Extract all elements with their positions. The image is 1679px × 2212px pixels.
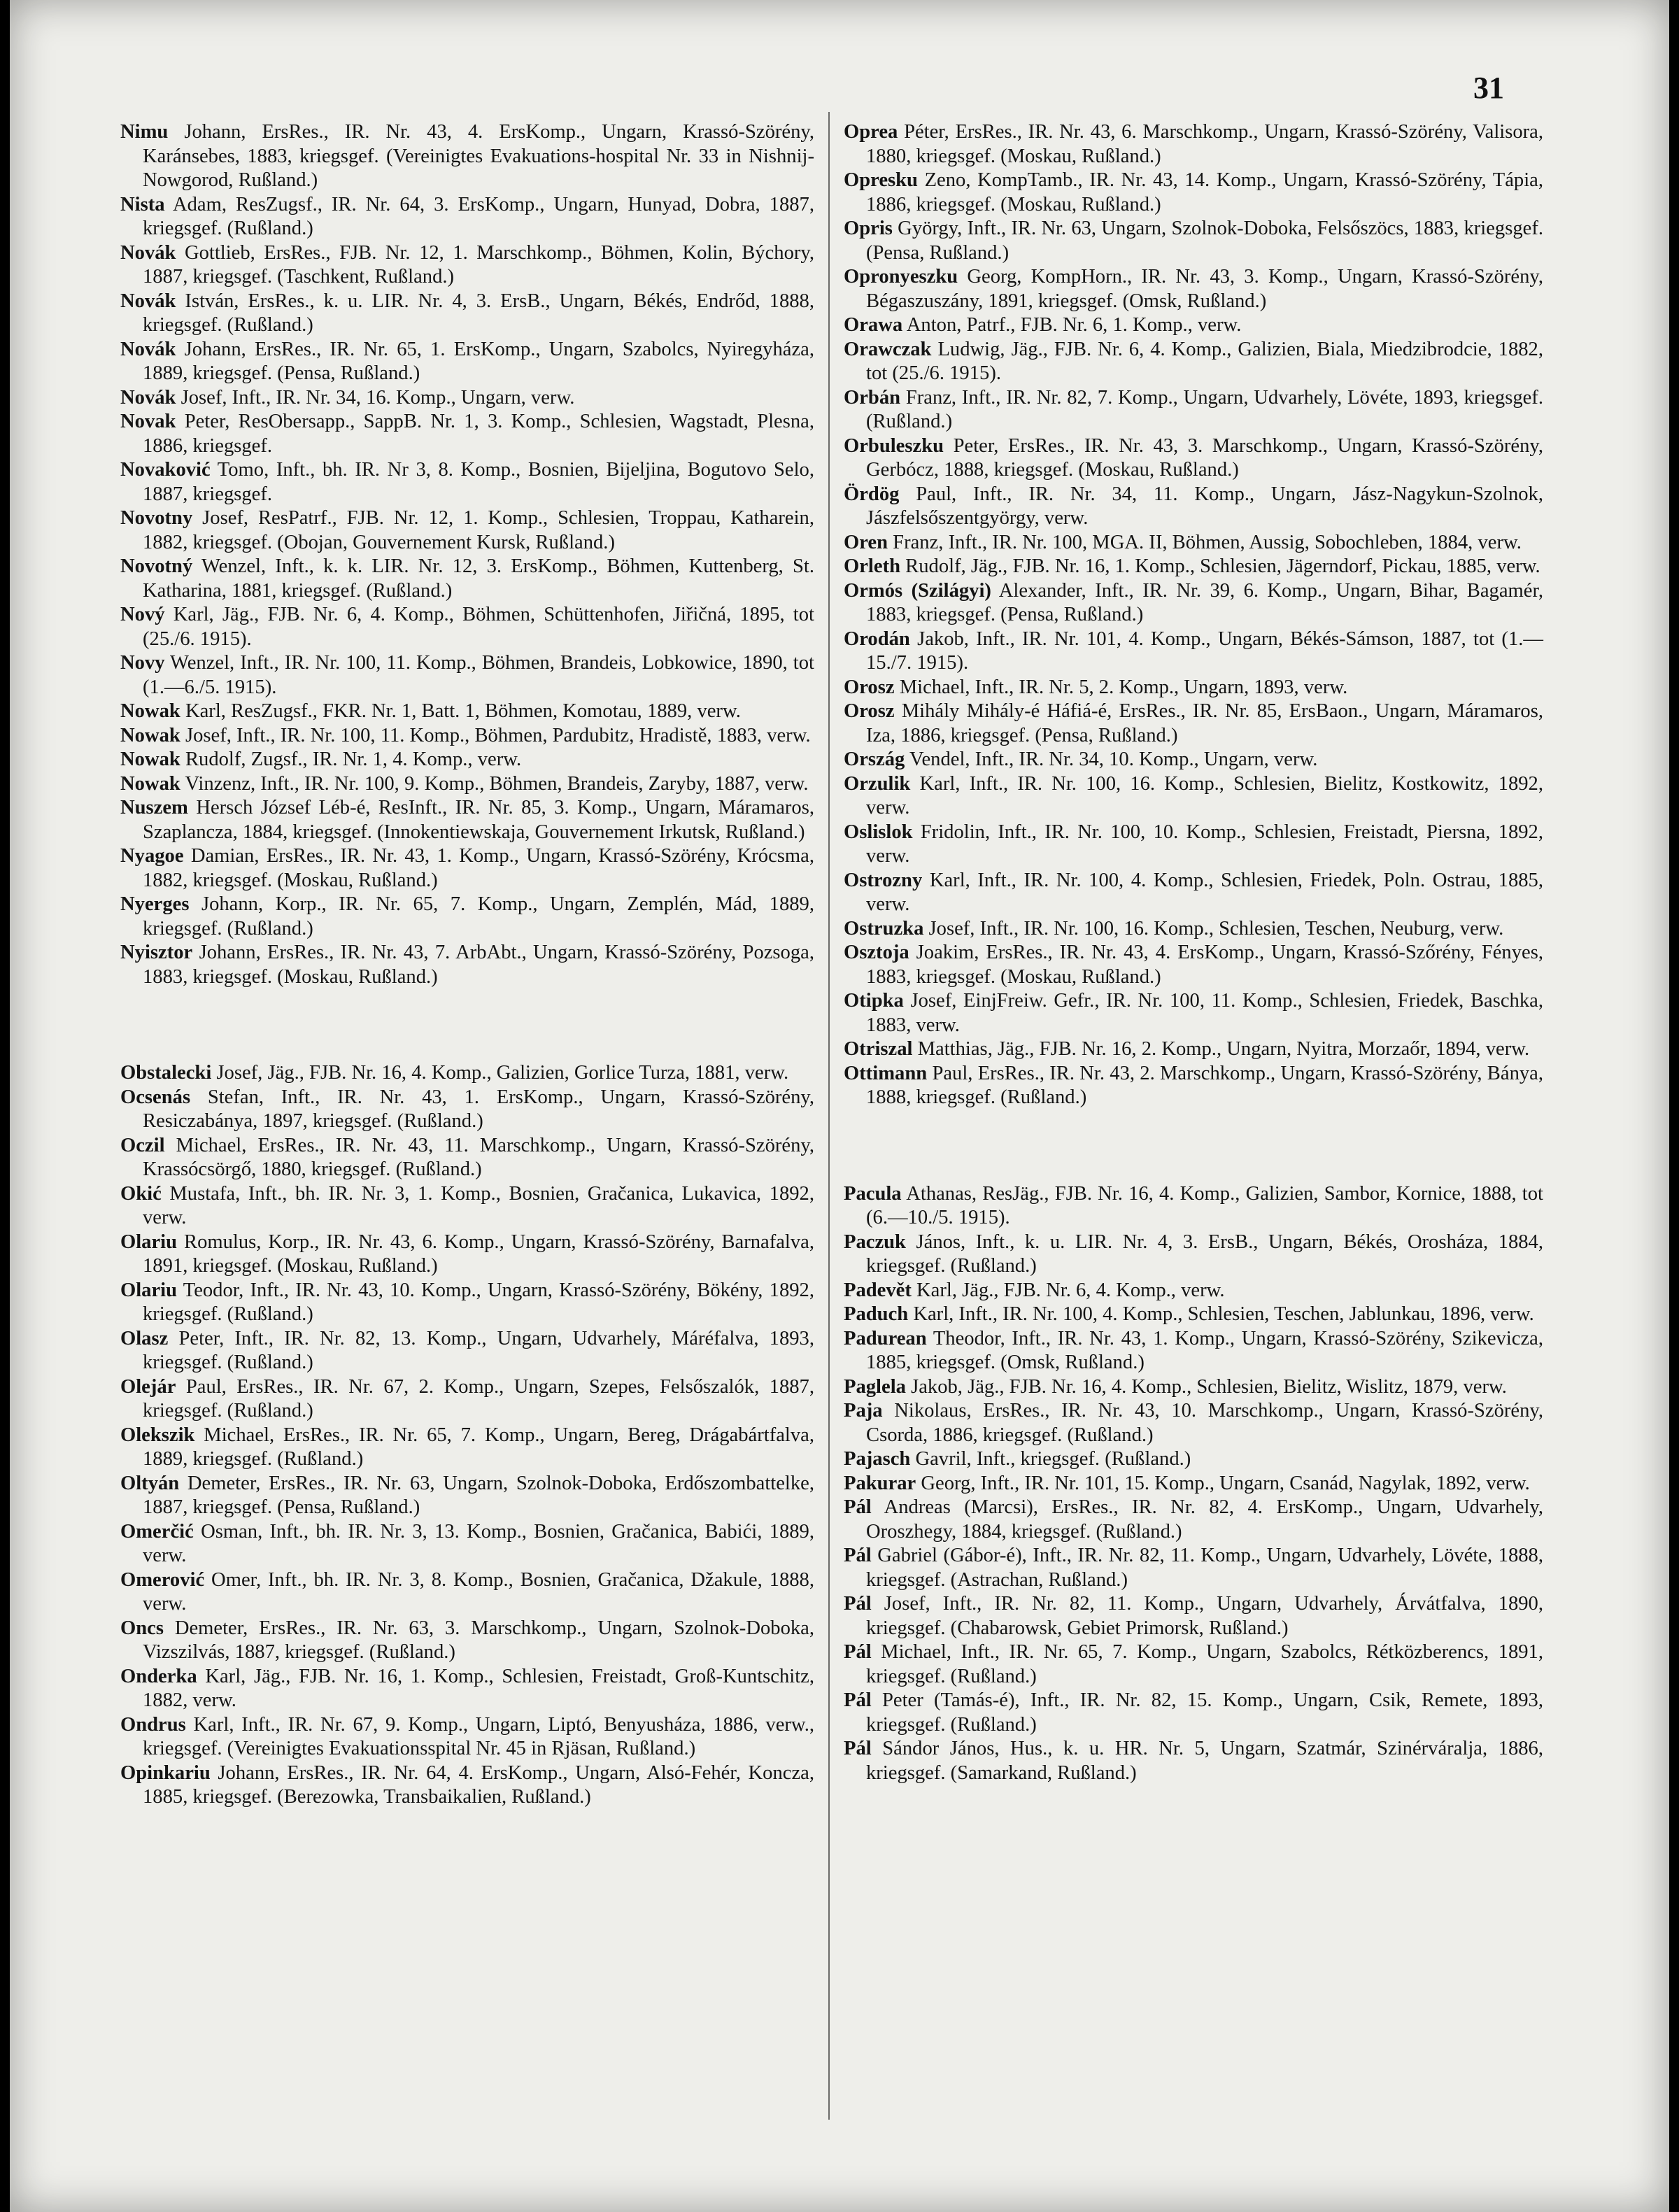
register-entry (844, 1447, 1543, 1472)
entry-surname: Nuszem (120, 797, 188, 818)
entry-surname: Novotný (120, 555, 193, 577)
entry-details: Michael, Inft., IR. Nr. 5, 2. Komp., Ungarn, 1893, verw. (899, 676, 1348, 698)
entry-surname: Ottimann (844, 1062, 928, 1084)
entry-surname: Pacula (844, 1182, 902, 1205)
entry-surname: Orleth (844, 555, 900, 577)
entry-details: Johann, ErsRes., IR. Nr. 43, 7. ArbAbt., Ungarn, Krassó-Szörény, Pozsoga, 1883, kriegsgef. (Moskau, Rußland.) (143, 942, 814, 988)
register-entry (844, 120, 1543, 169)
register-entry (844, 772, 1543, 821)
entry-details: Johann, ErsRes., IR. Nr. 43, 4. ErsKomp., Ungarn, Krassó-Szörény, Karánsebes, 1883, kriegsgef. (Vereinigtes Evakuations-hospital Nr. 33 in Nishnij-Nowgorod, Rußland.) (143, 121, 814, 191)
register-entry (844, 1399, 1543, 1447)
entry-surname: Nový (120, 604, 165, 625)
register-entry (120, 1061, 814, 1086)
entry-details: Peter (Tamás-é), Inft., IR. Nr. 82, 15. Komp., Ungarn, Csik, Remete, 1893, kriegsgef. (Rußland.) (866, 1689, 1543, 1736)
register-entry (120, 651, 814, 700)
register-entry (120, 603, 814, 651)
entry-details: György, Inft., IR. Nr. 63, Ungarn, Szolnok-Doboka, Felsőszöcs, 1883, kriegsgef. (Pensa, Rußland.) (866, 218, 1543, 264)
register-entry (844, 1303, 1543, 1327)
entry-details: Hersch József Léb-é, ResInft., IR. Nr. 85, 3. Komp., Ungarn, Máramaros, Szaplancza, 1884, kriegsgef. (Innokentiewskaja, Gouvernement Irkutsk, Rußland.) (143, 797, 815, 843)
entry-details: János, Inft., k. u. LIR. Nr. 4, 3. ErsB., Ungarn, Békés, Orosháza, 1884, kriegsgef. (Rußland.) (866, 1231, 1543, 1277)
entry-details: Rudolf, Jäg., FJB. Nr. 16, 1. Komp., Schlesien, Jägerndorf, Pickau, 1885, verw. (905, 555, 1540, 577)
entry-surname: Paczuk (844, 1231, 906, 1253)
register-entry (844, 628, 1543, 676)
register-entry (844, 313, 1543, 338)
entry-details: Karl, ResZugsf., FKR. Nr. 1, Batt. 1, Böhmen, Komotau, 1889, verw. (185, 700, 741, 722)
entry-surname: Olariu (120, 1231, 178, 1253)
entry-details: Damian, ErsRes., IR. Nr. 43, 1. Komp., Ungarn, Krassó-Szörény, Krócsma, 1882, kriegsgef. (Moskau, Rußland.) (143, 845, 815, 891)
entry-details: Michael, Inft., IR. Nr. 65, 7. Komp., Ungarn, Szabolcs, Rétközberencs, 1891, kriegsgef. (Rußland.) (866, 1641, 1543, 1687)
entry-details: Wenzel, Inft., IR. Nr. 100, 11. Komp., Böhmen, Brandeis, Lobkowice, 1890, tot (1.—6./5. 1915). (143, 652, 814, 698)
entry-surname: Nyagoe (120, 845, 184, 867)
register-entry (120, 1761, 814, 1810)
entry-details: Karl, Inft., IR. Nr. 100, 16. Komp., Schlesien, Bielitz, Kostkowitz, 1892, verw. (866, 772, 1543, 818)
entry-surname: Orbán (844, 386, 901, 409)
entry-details: Omer, Inft., bh. IR. Nr. 3, 8. Komp., Bosnien, Gračanica, Džakule, 1888, verw. (143, 1568, 814, 1615)
entry-details: Romulus, Korp., IR. Nr. 43, 6. Komp., Ungarn, Krassó-Szörény, Barnafalva, 1891, kriegsgef. (Moskau, Rußland.) (143, 1231, 814, 1277)
register-entry (844, 748, 1543, 772)
entry-surname: Obstalecki (120, 1062, 212, 1084)
entry-details: Johann, ErsRes., IR. Nr. 64, 4. ErsKomp., Ungarn, Alsó-Fehér, Koncza, 1885, kriegsgef. (Berezowka, Transbaikalien, Rußland.) (143, 1761, 814, 1808)
entry-details: Karl, Inft., IR. Nr. 100, 4. Komp., Schlesien, Friedek, Poln. Ostrau, 1885, verw. (866, 869, 1543, 915)
register-entry (844, 1640, 1543, 1689)
entry-details: István, ErsRes., k. u. LIR. Nr. 4, 3. ErsB., Ungarn, Békés, Endrőd, 1888, kriegsgef. (Rußland.) (143, 290, 815, 336)
entry-surname: Paduch (844, 1303, 909, 1325)
entry-surname: Orosz (844, 700, 895, 722)
entry-surname: Novák (120, 241, 176, 264)
entry-surname: Oprea (844, 121, 898, 143)
register-entry (844, 700, 1543, 748)
entry-details: Theodor, Inft., IR. Nr. 43, 1. Komp., Ungarn, Krassó-Szörény, Szikevicza, 1885, kriegsgef. (Omsk, Rußland.) (866, 1327, 1543, 1373)
entry-details: Michael, ErsRes., IR. Nr. 65, 7. Komp., Ungarn, Bereg, Drágabártfalva, 1889, kriegsgef. (Rußland.) (143, 1424, 814, 1470)
entry-surname: Oslislok (844, 821, 913, 843)
entry-surname: Paja (844, 1400, 883, 1422)
entry-surname: Novák (120, 290, 176, 312)
entry-surname: Pál (844, 1738, 872, 1759)
entry-surname: Otipka (844, 990, 904, 1012)
entry-details: Andreas (Marcsi), ErsRes., IR. Nr. 82, 4. ErsKomp., Ungarn, Udvarhely, Oroszhegy, 1884, kriegsgef. (Rußland.) (866, 1496, 1543, 1543)
entry-details: Josef, ResPatrf., FJB. Nr. 12, 1. Komp., Schlesien, Troppau, Katharein, 1882, kriegsgef. (Obojan, Gouvernement Kursk, Rußland.) (143, 507, 814, 553)
entry-details: Vendel, Inft., IR. Nr. 34, 10. Komp., Ungarn, verw. (909, 749, 1318, 770)
register-entry (844, 386, 1543, 434)
entry-surname: Omerčić (120, 1520, 194, 1543)
register-entry (844, 1375, 1543, 1400)
entry-details: Karl, Inft., IR. Nr. 67, 9. Komp., Ungarn, Liptó, Benyusháza, 1886, verw., kriegsgef. (Vereinigtes Evakuationsspital Nr. 45 in Rjäsan, Rußland.) (143, 1713, 814, 1759)
entry-details: Johann, Korp., IR. Nr. 65, 7. Komp., Ungarn, Zemplén, Mád, 1889, kriegsgef. (Rußland.) (143, 893, 814, 940)
register-entry (120, 748, 814, 772)
entry-surname: Pakurar (844, 1472, 916, 1494)
entry-details: Jakob, Inft., IR. Nr. 101, 4. Komp., Ungarn, Békés-Sámson, 1887, tot (1.—15./7. 1915). (866, 628, 1543, 674)
entry-details: Karl, Jäg., FJB. Nr. 6, 4. Komp., Böhmen, Schüttenhofen, Jiřičná, 1895, tot (25./6. 1915). (143, 604, 814, 650)
entry-surname: Padevět (844, 1279, 912, 1301)
entry-details: Paul, ErsRes., IR. Nr. 67, 2. Komp., Ungarn, Szepes, Felsőszalók, 1887, kriegsgef. (Rußland.) (143, 1375, 814, 1422)
entry-details: Anton, Patrf., FJB. Nr. 6, 1. Komp., verw. (906, 314, 1242, 336)
entry-surname: Ormós (Szilágyi) (844, 579, 991, 602)
entry-surname: Pál (844, 1641, 872, 1663)
entry-details: Gavril, Inft., kriegsgef. (Rußland.) (915, 1448, 1191, 1470)
entry-surname: Okić (120, 1182, 162, 1205)
entry-details: Paul, Inft., IR. Nr. 34, 11. Komp., Ungarn, Jász-Nagykun-Szolnok, Jászfelsőszentgyörgy, verw. (866, 483, 1543, 529)
entry-surname: Oczil (120, 1134, 165, 1156)
register-entry (120, 1375, 814, 1424)
entry-surname: Novák (120, 386, 176, 409)
entry-surname: Novak (120, 411, 176, 432)
register-entry (120, 700, 814, 724)
register-entry (844, 338, 1543, 386)
entry-details: Athanas, ResJäg., FJB. Nr. 16, 4. Komp., Galizien, Sambor, Kornice, 1888, tot (6.—10./5. 1915). (866, 1182, 1543, 1228)
register-entry (120, 1520, 814, 1568)
register-entry (120, 410, 814, 458)
entry-details: Johann, ErsRes., IR. Nr. 65, 1. ErsKomp., Ungarn, Szabolcs, Nyiregyháza, 1889, kriegsgef. (Pensa, Rußland.) (143, 338, 814, 384)
section-gap (120, 989, 814, 1061)
entry-surname: Olekszik (120, 1424, 195, 1446)
entry-surname: Orawczak (844, 338, 932, 360)
entry-surname: Paglela (844, 1375, 906, 1398)
register-entry (120, 893, 814, 941)
register-entry (120, 1472, 814, 1520)
entry-details: Nikolaus, ErsRes., IR. Nr. 43, 10. Marschkomp., Ungarn, Krassó-Szörény, Csorda, 1886, kriegsgef. (Rußland.) (866, 1400, 1543, 1446)
register-entry (120, 941, 814, 989)
entry-details: Josef, Inft., IR. Nr. 100, 16. Komp., Schlesien, Teschen, Neuburg, verw. (928, 917, 1504, 940)
register-entry (844, 579, 1543, 628)
register-entry (120, 1086, 814, 1134)
entry-details: Peter, ErsRes., IR. Nr. 43, 3. Marschkomp., Ungarn, Krassó-Szörény, Gerbócz, 1888, kriegsgef. (Moskau, Rußland.) (866, 434, 1543, 481)
register-entry (120, 772, 814, 797)
entry-details: Franz, Inft., IR. Nr. 100, MGA. II, Böhmen, Aussig, Sobochleben, 1884, verw. (893, 531, 1522, 553)
register-entry (844, 1592, 1543, 1640)
entry-surname: Pál (844, 1593, 872, 1615)
entry-details: Karl, Jäg., FJB. Nr. 6, 4. Komp., verw. (916, 1279, 1225, 1301)
entry-details: Ludwig, Jäg., FJB. Nr. 6, 4. Komp., Galizien, Biala, Miedzibrodcie, 1882, tot (25./6. 1915). (866, 338, 1543, 384)
entry-details: Vinzenz, Inft., IR. Nr. 100, 9. Komp., Böhmen, Brandeis, Zaryby, 1887, verw. (185, 772, 809, 795)
entry-surname: Nyerges (120, 893, 190, 915)
entry-surname: Pajasch (844, 1448, 911, 1470)
entry-surname: Ostruzka (844, 917, 924, 940)
register-entry (844, 1037, 1543, 1062)
register-entry (120, 1424, 814, 1472)
register-entry (844, 169, 1543, 217)
entry-details: Mihály Mihály-é Háfiá-é, ErsRes., IR. Nr. 85, ErsBaon., Ungarn, Máramaros, Iza, 1886, kriegsgef. (Pensa, Rußland.) (866, 700, 1543, 746)
register-entry (120, 1327, 814, 1375)
entry-details: Michael, ErsRes., IR. Nr. 43, 11. Marschkomp., Ungarn, Krassó-Szörény, Krassócsörgő, 1880, kriegsgef. (Rußland.) (143, 1134, 814, 1180)
entry-surname: Pál (844, 1496, 872, 1518)
entry-details: Gabriel (Gábor-é), Inft., IR. Nr. 82, 11. Komp., Ungarn, Udvarhely, Lövéte, 1888, kriegsgef. (Astrachan, Rußland.) (866, 1545, 1543, 1591)
register-entry (120, 193, 814, 241)
entry-details: Péter, ErsRes., IR. Nr. 43, 6. Marschkomp., Ungarn, Krassó-Szörény, Valisora, 1880, kriegsgef. (Moskau, Rußland.) (866, 121, 1543, 167)
entry-details: Josef, EinjFreiw. Gefr., IR. Nr. 100, 11. Komp., Schlesien, Friedek, Baschka, 1883, verw. (866, 990, 1543, 1036)
entry-surname: Pál (844, 1689, 872, 1711)
entry-surname: Opinkariu (120, 1761, 211, 1784)
entry-surname: Nowak (120, 772, 180, 795)
register-entry (120, 506, 814, 555)
register-entry (844, 1496, 1543, 1544)
entry-surname: Novaković (120, 459, 211, 481)
entry-surname: Olejár (120, 1375, 176, 1398)
entry-surname: Oncs (120, 1617, 164, 1639)
register-entry (120, 241, 814, 290)
entry-surname: Pál (844, 1545, 872, 1566)
entry-details: Josef, Inft., IR. Nr. 100, 11. Komp., Böhmen, Pardubitz, Hradistě, 1883, verw. (185, 724, 811, 746)
entry-surname: Novák (120, 338, 176, 360)
entry-surname: Nowak (120, 749, 180, 770)
register-entry (120, 338, 814, 386)
entry-details: Peter, Inft., IR. Nr. 82, 13. Komp., Ungarn, Udvarhely, Máréfalva, 1893, kriegsgef. (Rußland.) (143, 1327, 814, 1373)
entry-details: Zeno, KompTamb., IR. Nr. 43, 14. Komp., Ungarn, Krassó-Szörény, Tápia, 1886, kriegsgef. (Moskau, Rußland.) (866, 169, 1543, 215)
section-gap (844, 1110, 1543, 1182)
entry-details: Georg, KompHorn., IR. Nr. 43, 3. Komp., Ungarn, Krassó-Szörény, Bégaszuszány, 1891, kriegsgef. (Omsk, Rußland.) (866, 266, 1543, 312)
entry-surname: Ostrozny (844, 869, 923, 891)
entry-details: Karl, Inft., IR. Nr. 100, 4. Komp., Schlesien, Teschen, Jablunkau, 1896, verw. (913, 1303, 1534, 1325)
entry-details: Stefan, Inft., IR. Nr. 43, 1. ErsKomp., Ungarn, Krassó-Szörény, Resiczabánya, 1897, kriegsgef. (Rußland.) (143, 1086, 814, 1132)
register-entry (844, 531, 1543, 555)
register-entry (844, 555, 1543, 579)
register-entry (120, 1279, 814, 1327)
register-entry (120, 844, 814, 893)
entry-surname: Otriszal (844, 1038, 913, 1060)
entry-details: Josef, Jäg., FJB. Nr. 16, 4. Komp., Galizien, Gorlice Turza, 1881, verw. (216, 1062, 789, 1084)
right-column (844, 120, 1543, 1785)
entry-details: Fridolin, Inft., IR. Nr. 100, 10. Komp., Schlesien, Freistadt, Piersna, 1892, verw. (866, 821, 1543, 867)
entry-surname: Ország (844, 749, 905, 770)
entry-surname: Ondrus (120, 1713, 186, 1736)
entry-details: Matthias, Jäg., FJB. Nr. 16, 2. Komp., Ungarn, Nyitra, Morzaőr, 1894, verw. (917, 1038, 1530, 1060)
entry-surname: Orodán (844, 628, 910, 650)
register-entry (120, 1617, 814, 1665)
entry-details: Wenzel, Inft., k. k. LIR. Nr. 12, 3. ErsKomp., Böhmen, Kuttenberg, St. Katharina, 1881, kriegsgef. (Rußland.) (143, 555, 814, 602)
register-entry (120, 1713, 814, 1761)
entry-details: Georg, Inft., IR. Nr. 101, 15. Komp., Ungarn, Csanád, Nagylak, 1892, verw. (921, 1472, 1530, 1494)
entry-surname: Orzulik (844, 772, 911, 795)
entry-details: Demeter, ErsRes., IR. Nr. 63, 3. Marschkomp., Ungarn, Szolnok-Doboka, Vizszilvás, 1887, kriegsgef. (Rußland.) (143, 1617, 815, 1663)
register-entry (844, 1689, 1543, 1737)
entry-surname: Osztoja (844, 942, 909, 963)
entry-details: Teodor, Inft., IR. Nr. 43, 10. Komp., Ungarn, Krassó-Szörény, Bökény, 1892, kriegsgef. (Rußland.) (143, 1279, 814, 1325)
entry-details: Peter, ResObersapp., SappB. Nr. 1, 3. Komp., Schlesien, Wagstadt, Plesna, 1886, kriegsgef. (143, 411, 814, 457)
entry-surname: Nyisztor (120, 942, 193, 963)
column-divider (828, 112, 830, 2120)
entry-surname: Orawa (844, 314, 903, 336)
entry-details: Gottlieb, ErsRes., FJB. Nr. 12, 1. Marschkomp., Böhmen, Kolin, Býchory, 1887, kriegsgef. (Taschkent, Rußland.) (143, 241, 814, 288)
register-entry (844, 1327, 1543, 1375)
register-entry (120, 290, 814, 338)
register-entry (844, 217, 1543, 265)
entry-surname: Onderka (120, 1665, 197, 1687)
register-entry (844, 869, 1543, 917)
register-entry (120, 555, 814, 603)
entry-surname: Orbuleszku (844, 434, 944, 457)
entry-details: Karl, Jäg., FJB. Nr. 16, 1. Komp., Schlesien, Freistadt, Groß-Kuntschitz, 1882, verw. (143, 1665, 814, 1711)
entry-details: Jakob, Jäg., FJB. Nr. 16, 4. Komp., Schlesien, Bielitz, Wislitz, 1879, verw. (911, 1375, 1507, 1398)
entry-details: Paul, ErsRes., IR. Nr. 43, 2. Marschkomp., Ungarn, Krassó-Szörény, Bánya, 1888, kriegsgef. (Rußland.) (866, 1062, 1544, 1108)
register-entry (120, 120, 814, 193)
entry-surname: Ördög (844, 483, 900, 505)
register-entry (120, 458, 814, 506)
document-page (10, 0, 1669, 2212)
entry-surname: Ocsenás (120, 1086, 191, 1108)
register-entry (844, 265, 1543, 313)
register-entry (120, 386, 814, 411)
page-number: 31 (1473, 71, 1504, 105)
entry-details: Rudolf, Zugsf., IR. Nr. 1, 4. Komp., verw. (185, 749, 522, 770)
register-entry (844, 1182, 1543, 1231)
register-entry (844, 1279, 1543, 1303)
register-entry (844, 1472, 1543, 1496)
entry-details: Josef, Inft., IR. Nr. 34, 16. Komp., Ungarn, verw. (180, 386, 575, 409)
entry-surname: Oltyán (120, 1472, 180, 1494)
register-entry (844, 941, 1543, 989)
register-entry (120, 796, 814, 844)
entry-details: Osman, Inft., bh. IR. Nr. 3, 13. Komp., Bosnien, Gračanica, Babići, 1889, verw. (143, 1520, 814, 1566)
entry-surname: Opresku (844, 169, 918, 191)
entry-surname: Novy (120, 652, 165, 674)
entry-details: Adam, ResZugsf., IR. Nr. 64, 3. ErsKomp., Ungarn, Hunyad, Dobra, 1887, kriegsgef. (Rußland.) (143, 193, 815, 239)
entry-surname: Nimu (120, 121, 169, 143)
register-entry (844, 1737, 1543, 1785)
entry-surname: Novotny (120, 507, 193, 529)
entry-surname: Olasz (120, 1327, 169, 1349)
entry-details: Demeter, ErsRes., IR. Nr. 63, Ungarn, Szolnok-Doboka, Erdőszombattelke, 1887, kriegsgef. (Pensa, Rußland.) (143, 1472, 814, 1518)
entry-details: Mustafa, Inft., bh. IR. Nr. 3, 1. Komp., Bosnien, Gračanica, Lukavica, 1892, verw. (143, 1182, 814, 1228)
entry-details: Joakim, ErsRes., IR. Nr. 43, 4. ErsKomp., Ungarn, Krassó-Szőrény, Fényes, 1883, kriegsgef. (Moskau, Rußland.) (866, 942, 1543, 988)
register-entry (844, 989, 1543, 1037)
entry-surname: Olariu (120, 1279, 178, 1301)
entry-details: Josef, Inft., IR. Nr. 82, 11. Komp., Ungarn, Udvarhely, Árvátfalva, 1890, kriegsgef. (Chabarowsk, Gebiet Primorsk, Rußland.) (866, 1593, 1543, 1639)
register-entry (844, 1231, 1543, 1279)
register-entry (120, 1134, 814, 1182)
entry-surname: Nista (120, 193, 165, 215)
entry-surname: Padurean (844, 1327, 927, 1349)
entry-surname: Orosz (844, 676, 895, 698)
register-entry (120, 1568, 814, 1617)
entry-details: Alexander, Inft., IR. Nr. 39, 6. Komp., Ungarn, Bihar, Bagamér, 1883, kriegsgef. (Pensa, Rußland.) (866, 579, 1543, 625)
register-entry (844, 821, 1543, 869)
entry-surname: Nowak (120, 724, 180, 746)
left-column (120, 120, 814, 1810)
register-entry (844, 1544, 1543, 1592)
entry-surname: Nowak (120, 700, 180, 722)
entry-surname: Opris (844, 218, 893, 239)
entry-details: Sándor János, Hus., k. u. HR. Nr. 5, Ungarn, Szatmár, Szinérváralja, 1886, kriegsgef. (Samarkand, Rußland.) (866, 1738, 1543, 1784)
entry-surname: Oren (844, 531, 888, 553)
register-entry (844, 434, 1543, 483)
register-entry (844, 676, 1543, 700)
entry-details: Franz, Inft., IR. Nr. 82, 7. Komp., Ungarn, Udvarhely, Lövéte, 1893, kriegsgef. (Rußland.) (866, 386, 1543, 432)
register-entry (844, 917, 1543, 942)
register-entry (120, 1231, 814, 1279)
entry-surname: Opronyeszku (844, 266, 958, 288)
entry-surname: Omerović (120, 1568, 205, 1591)
register-entry (120, 1665, 814, 1713)
register-entry (844, 483, 1543, 531)
entry-details: Tomo, Inft., bh. IR. Nr 3, 8. Komp., Bosnien, Bijeljina, Bogutovo Selo, 1887, kriegsgef. (143, 459, 814, 505)
register-entry (844, 1062, 1543, 1110)
register-entry (120, 1182, 814, 1231)
register-entry (120, 724, 814, 749)
